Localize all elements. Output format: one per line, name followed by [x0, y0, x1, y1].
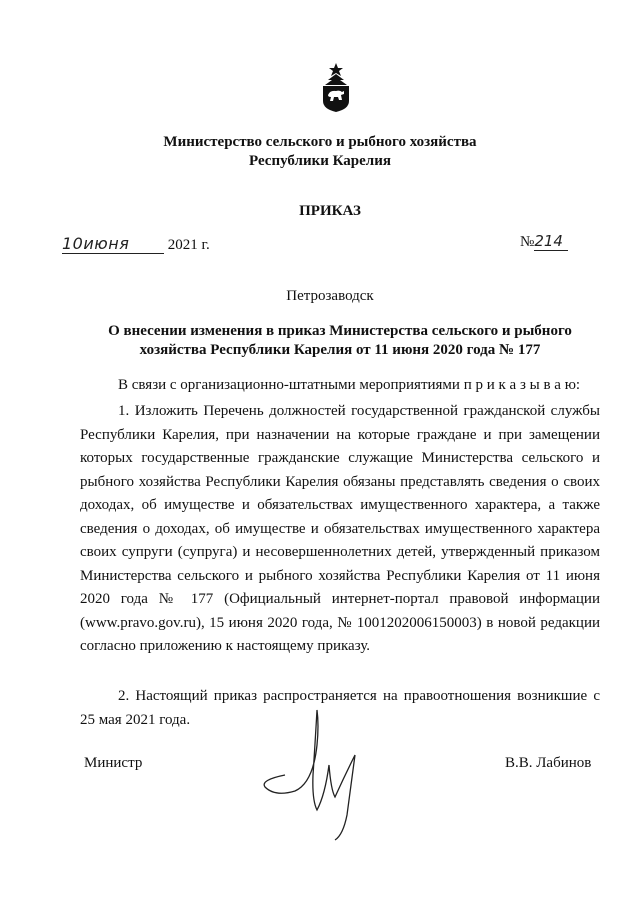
- order-subject: [80, 322, 600, 360]
- subject-line2: хозяйства Республики Карелия от 11 июня 2020 года № 177: [139, 342, 541, 358]
- handwritten-date: 10июня: [62, 234, 164, 254]
- handwritten-signature: [255, 705, 375, 845]
- city-name: Петрозаводск: [286, 288, 374, 304]
- number-sign: №: [520, 234, 535, 250]
- document-title: ПРИКАЗ: [299, 203, 361, 219]
- ministry-name-line2: Республики Карелия: [249, 153, 391, 169]
- karelia-coat-of-arms-icon: [316, 63, 356, 113]
- order-number: [520, 232, 568, 251]
- ministry-name-line1: Министерство сельского и рыбного хозяйства: [163, 134, 477, 150]
- item-1-paragraph: [80, 400, 600, 659]
- order-date: [62, 234, 210, 254]
- intro-paragraph: [80, 374, 600, 398]
- handwritten-number: 214: [534, 232, 568, 251]
- subject-line1: О внесении изменения в приказ Министерства сельского и рыбного: [108, 323, 572, 339]
- intro-text: В связи с организационно-штатными мероприятиями п р и к а з ы в а ю:: [118, 377, 581, 393]
- signatory-position: Министр: [84, 755, 143, 771]
- signatory-name: В.В. Лабинов: [505, 755, 592, 771]
- date-year: 2021 г.: [167, 237, 210, 253]
- item-2-text: 2. Настоящий приказ распространяется на правоотношения возникшие с 25 мая 2021 года.: [80, 688, 600, 728]
- item-1-text: 1. Изложить Перечень должностей государственной гражданской службы Республики Карелия, при назначении на которые граждане и при замещении которых государственные гражданские служащие Министерства сельского и рыбного хозяйства Республики Карелия обязаны представлять сведения о своих доходах, об имуществе и обязательствах имущественного характера, а также сведения о доходах, об имуществе и обязательствах имущественного характера своих супруги (супруга) и несовершеннолетних детей, утвержденный приказом Министерства сельского и рыбного хозяйства Республики Карелия от 11 июня 2020 года № 177 (Официальный интернет-портал правовой информации (www.pravo.gov.ru), 15 июня 2020 года, № 1001202006150003) в новой редакции согласно приложению к настоящему приказу.: [80, 403, 600, 654]
